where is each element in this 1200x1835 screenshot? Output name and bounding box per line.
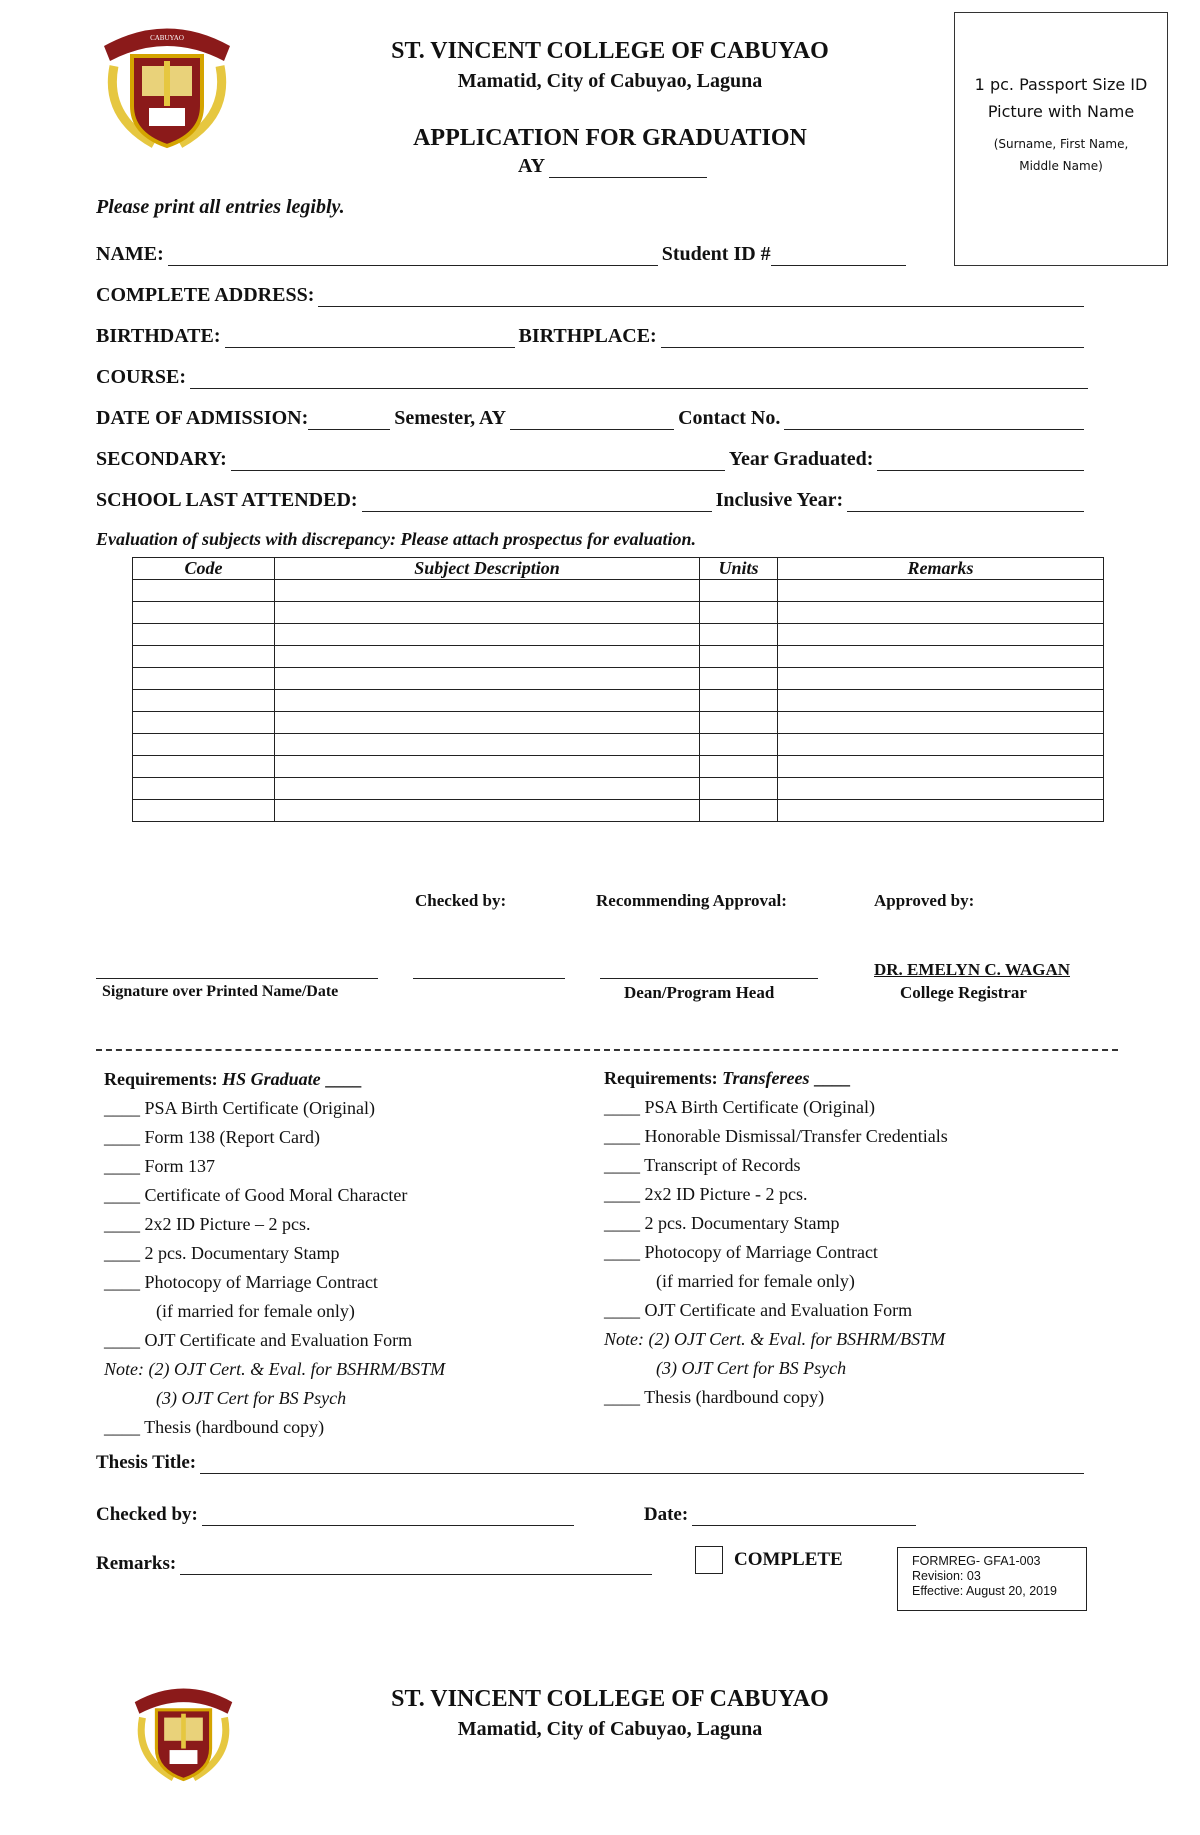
cell-code[interactable] [133,734,275,756]
photo-box [954,12,1168,266]
table-row [133,646,1104,668]
remarks-label: Remarks: [96,1553,177,1574]
form-code: FORMREG- GFA1-003 [912,1554,1041,1568]
semester-ay-label: Semester, AY [394,407,507,429]
cell-code[interactable] [133,690,275,712]
cell-code[interactable] [133,580,275,602]
checked-date-row [96,1500,920,1526]
cell-subject[interactable] [275,668,700,690]
evaluation-note: Evaluation of subjects with discrepancy: Please attach prospectus for evaluation. [96,529,696,549]
hs-item: ____ 2x2 ID Picture – 2 pcs. [104,1214,311,1234]
semester-ay-field[interactable] [510,409,674,430]
student-id-label: Student ID # [661,243,771,265]
hs-item: ____ Photocopy of Marriage Contract [104,1272,378,1292]
hs-item: ____ Certificate of Good Moral Character [104,1185,408,1205]
tr-item: ____ PSA Birth Certificate (Original) [604,1097,875,1117]
footer-school-name: ST. VINCENT COLLEGE OF CABUYAO [391,1686,829,1712]
cell-remarks[interactable] [778,712,1104,734]
cut-line [96,1049,1118,1051]
tr-item: (if married for female only) [656,1271,855,1291]
cell-code[interactable] [133,646,275,668]
hs-title: Requirements: HS Graduate ____ [104,1069,362,1089]
cell-subject[interactable] [275,624,700,646]
hs-item: ____ Form 137 [104,1156,216,1176]
tr-item: ____ 2x2 ID Picture - 2 pcs. [604,1184,808,1204]
footer-school-logo [127,1676,240,1787]
cell-code[interactable] [133,778,275,800]
date-admission-field[interactable] [308,409,390,430]
cell-remarks[interactable] [778,668,1104,690]
tr-item: ____ Photocopy of Marriage Contract [604,1242,878,1262]
name-field[interactable] [168,245,658,266]
signature-label: Signature over Printed Name/Date [102,983,339,1000]
cell-units[interactable] [700,602,778,624]
tr-item: ____ Transcript of Records [604,1155,801,1175]
tr-item: ____ Honorable Dismissal/Transfer Credentials [604,1126,948,1146]
form-title: APPLICATION FOR GRADUATION [413,125,807,151]
col-units: Units [700,558,778,580]
form-code-box [897,1547,1087,1611]
cell-remarks[interactable] [778,580,1104,602]
birthplace-label: BIRTHPLACE: [518,325,657,347]
name-label: NAME: [96,243,164,265]
complete-checkbox[interactable] [695,1546,723,1574]
cell-units[interactable] [700,756,778,778]
cell-code[interactable] [133,668,275,690]
table-row [133,778,1104,800]
school-last-label: SCHOOL LAST ATTENDED: [96,489,358,511]
tr-title: Requirements: Transferees ____ [604,1068,850,1088]
photo-line2: Picture with Name [987,102,1135,121]
cell-subject[interactable] [275,690,700,712]
table-row [133,668,1104,690]
birthdate-field[interactable] [225,327,515,348]
table-row [133,624,1104,646]
tr-note: Note: (2) OJT Cert. & Eval. for BSHRM/BSTM [604,1329,946,1349]
course-field[interactable] [190,368,1088,389]
cell-remarks[interactable] [778,756,1104,778]
cell-units[interactable] [700,778,778,800]
ay-label: AY [518,155,546,177]
dean-label: Dean/Program Head [624,983,775,1002]
contact-label: Contact No. [678,407,781,429]
cell-units[interactable] [700,712,778,734]
tr-item: ____ 2 pcs. Documentary Stamp [604,1213,840,1233]
instruction: Please print all entries legibly. [96,196,345,218]
admission-row [96,404,1088,430]
year-graduated-field[interactable] [877,450,1084,471]
course-label: COURSE: [96,366,187,388]
hs-note: Note: (2) OJT Cert. & Eval. for BSHRM/BSTM [104,1359,446,1379]
table-row [133,690,1104,712]
hs-item: ____ 2 pcs. Documentary Stamp [104,1243,340,1263]
table-row [133,602,1104,624]
signature-line-2[interactable] [413,978,565,979]
cell-remarks[interactable] [778,646,1104,668]
table-row [133,800,1104,822]
bottom-checked-by-label: Checked by: [96,1504,198,1525]
col-remarks: Remarks [778,558,1104,580]
hs-item: ____ PSA Birth Certificate (Original) [104,1098,375,1118]
address-row [96,281,1088,307]
hs-item: ____ OJT Certificate and Evaluation Form [104,1330,413,1350]
footer-school-address: Mamatid, City of Cabuyao, Laguna [457,1718,763,1740]
signature-line-dean[interactable] [600,978,818,979]
secondary-label: SECONDARY: [96,448,227,470]
cell-subject[interactable] [275,756,700,778]
requirements-hs [104,1065,445,1442]
contact-field[interactable] [784,409,1084,430]
photo-line1: 1 pc. Passport Size ID [974,75,1148,94]
cell-subject[interactable] [275,646,700,668]
ay-field[interactable] [518,155,711,178]
cell-remarks[interactable] [778,690,1104,712]
table-row [133,756,1104,778]
remarks-field[interactable] [180,1554,652,1575]
cell-subject[interactable] [275,800,700,822]
cell-units[interactable] [700,624,778,646]
birthplace-field[interactable] [661,327,1084,348]
svg-text:CABUYAO: CABUYAO [150,34,184,42]
complete-label: COMPLETE [734,1549,843,1570]
inclusive-year-field[interactable] [847,491,1084,512]
date-field[interactable] [692,1505,916,1526]
hs-note: (3) OJT Cert for BS Psych [156,1388,347,1408]
hs-item: ____ Thesis (hardbound copy) [104,1417,325,1437]
col-subject: Subject Description [275,558,700,580]
school-name: ST. VINCENT COLLEGE OF CABUYAO [391,38,829,64]
school-address: Mamatid, City of Cabuyao, Laguna [457,70,763,92]
cell-subject[interactable] [275,580,700,602]
form-revision: Revision: 03 [912,1569,981,1583]
cell-remarks[interactable] [778,800,1104,822]
student-id-field[interactable] [771,245,906,266]
thesis-title-field[interactable] [200,1453,1084,1474]
cell-units[interactable] [700,668,778,690]
cell-code[interactable] [133,624,275,646]
name-row [96,240,910,266]
secondary-row [96,445,1088,471]
course-row [96,363,1092,389]
thesis-title-row [96,1448,1088,1474]
inclusive-year-label: Inclusive Year: [715,489,844,511]
cell-units[interactable] [700,690,778,712]
bottom-checked-by-field[interactable] [202,1505,574,1526]
cell-code[interactable] [133,602,275,624]
cell-subject[interactable] [275,712,700,734]
cell-units[interactable] [700,734,778,756]
cell-subject[interactable] [275,778,700,800]
tr-note: (3) OJT Cert for BS Psych [656,1358,847,1378]
signature-line-checked[interactable] [96,978,378,979]
ay-line[interactable] [549,157,707,178]
remarks-row [96,1549,656,1575]
school-last-field[interactable] [362,491,712,512]
photo-line3: (Surname, First Name, [993,137,1129,151]
cell-remarks[interactable] [778,624,1104,646]
table-row [133,712,1104,734]
birth-row [96,322,1088,348]
photo-line4: Middle Name) [1019,159,1103,173]
form-effective: Effective: August 20, 2019 [912,1584,1058,1598]
recommending-label: Recommending Approval: [596,891,787,910]
tr-item: ____ OJT Certificate and Evaluation Form [604,1300,913,1320]
table-row [133,580,1104,602]
address-label: COMPLETE ADDRESS: [96,284,315,306]
cell-units[interactable] [700,646,778,668]
evaluation-table [132,557,1104,822]
hs-item: (if married for female only) [156,1301,355,1321]
col-code: Code [133,558,275,580]
hs-item: ____ Form 138 (Report Card) [104,1127,320,1147]
cell-remarks[interactable] [778,778,1104,800]
birthdate-label: BIRTHDATE: [96,325,221,347]
cell-subject[interactable] [275,602,700,624]
cell-subject[interactable] [275,734,700,756]
thesis-title-label: Thesis Title: [96,1452,197,1473]
cell-code[interactable] [133,712,275,734]
cell-units[interactable] [700,800,778,822]
cell-units[interactable] [700,580,778,602]
checked-by-label: Checked by: [415,891,507,910]
tr-item: ____ Thesis (hardbound copy) [604,1387,825,1407]
cell-remarks[interactable] [778,602,1104,624]
school-logo [94,16,240,152]
cell-code[interactable] [133,756,275,778]
requirements-transferees [604,1064,948,1412]
cell-code[interactable] [133,800,275,822]
approved-by-label: Approved by: [874,891,975,910]
school-last-row [96,486,1088,512]
registrar-name: DR. EMELYN C. WAGAN [874,960,1070,979]
secondary-field[interactable] [231,450,725,471]
table-header [133,558,1104,580]
year-graduated-label: Year Graduated: [728,448,874,470]
date-admission-label: DATE OF ADMISSION: [96,407,309,429]
registrar-title: College Registrar [900,983,1027,1002]
address-field[interactable] [318,286,1084,307]
date-label: Date: [643,1504,689,1525]
table-row [133,734,1104,756]
cell-remarks[interactable] [778,734,1104,756]
